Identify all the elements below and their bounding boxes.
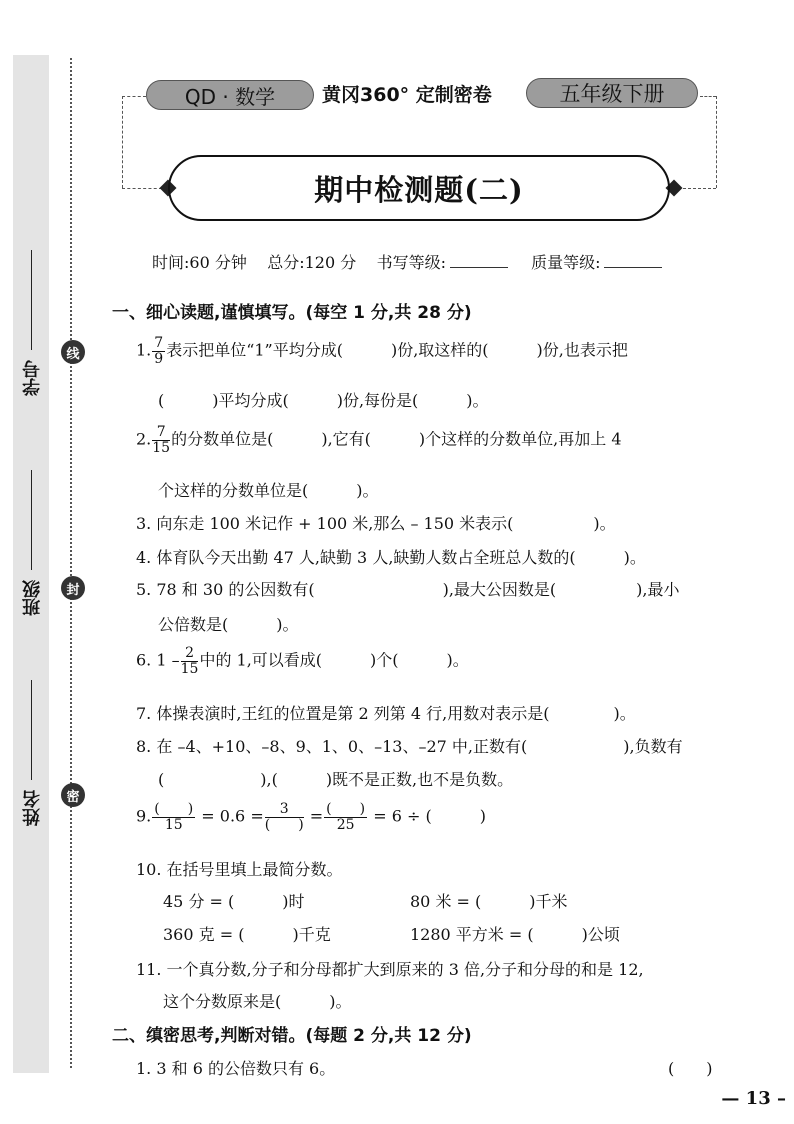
exam-info <box>152 250 680 273</box>
class-blank[interactable] <box>31 470 32 570</box>
brand-text: 黄冈360° 定制密卷 <box>322 84 492 106</box>
quality-grade-label: 质量等级: <box>531 253 601 272</box>
header-dash-right-b <box>678 188 716 189</box>
name-blank[interactable] <box>31 680 32 780</box>
seal-line: 线 <box>61 340 85 364</box>
equation-text: = <box>309 806 324 826</box>
question-2 <box>136 425 622 455</box>
fraction: $\frac{2}{15}$ <box>180 645 199 677</box>
question-3: 3. 向东走 100 米记作 + 100 米,那么 – 150 米表示( )。 <box>136 514 616 533</box>
judge-question-1: 1. 3 和 6 的公倍数只有 6。 <box>136 1059 336 1078</box>
writing-grade-blank[interactable] <box>450 267 508 268</box>
student-id-label: 学号 <box>22 360 43 396</box>
question-4: 4. 体育队今天出勤 47 人,缺勤 3 人,缺勤人数占全班总人数的( )。 <box>136 548 646 567</box>
total-score: 总分:120 分 <box>267 253 357 272</box>
conversion-item: 360 克 = ( )千克 <box>163 925 331 944</box>
question-text: 6. 1 – <box>136 650 180 670</box>
question-11-cont: 这个分数原来是( )。 <box>163 992 352 1011</box>
page-number: — 13 – <box>721 1088 786 1109</box>
seal-seal: 封 <box>61 576 85 600</box>
header-dash-right <box>700 96 716 97</box>
name-label: 姓名 <box>22 790 43 826</box>
time-limit: 时间:60 分钟 <box>152 253 247 272</box>
writing-grade-label: 书写等级: <box>376 253 446 272</box>
question-7: 7. 体操表演时,王红的位置是第 2 列第 4 行,用数对表示是( )。 <box>136 704 636 723</box>
seal-secret: 密 <box>61 783 85 807</box>
conversion-item: 80 米 = ( )千米 <box>410 892 568 911</box>
question-11: 11. 一个真分数,分子和分母都扩大到原来的 3 倍,分子和分母的和是 12, <box>136 960 644 979</box>
question-number: 2. <box>136 429 152 449</box>
conversion-item: 45 分 = ( )时 <box>163 892 305 911</box>
header-dash-left-v <box>122 96 123 188</box>
question-5: 5. 78 和 30 的公因数有( ),最大公因数是( ),最小 <box>136 580 680 599</box>
section-heading: 一、细心读题,谨慎填写。(每空 1 分,共 28 分) <box>112 303 472 323</box>
question-text: 中的 1,可以看成( )个( )。 <box>199 650 469 670</box>
question-9 <box>136 802 486 832</box>
fraction: $\frac{( )}{25}$ <box>326 801 366 833</box>
question-text: 的分数单位是( ),它有( )个这样的分数单位,再加上 4 <box>171 429 622 449</box>
question-number: 1. <box>136 340 152 360</box>
header-dash-left <box>122 96 146 97</box>
cut-line <box>70 58 72 1068</box>
fraction: $\frac{( )}{15}$ <box>154 801 194 833</box>
header-dash-right-v <box>716 96 717 188</box>
quality-grade-blank[interactable] <box>604 267 662 268</box>
judge-answer-blank[interactable]: ( ) <box>668 1059 713 1078</box>
student-id-blank[interactable] <box>31 250 32 350</box>
question-6 <box>136 646 469 676</box>
fraction: $\frac{3}{( )}$ <box>264 801 304 833</box>
header-dash-left-b <box>122 188 162 189</box>
question-text: 表示把单位“1”平均分成( )份,取这样的( )份,也表示把 <box>166 340 628 360</box>
question-2-cont: 个这样的分数单位是( )。 <box>158 481 379 500</box>
equation-text: = 0.6 = <box>201 806 264 826</box>
section-heading: 二、缜密思考,判断对错。(每题 2 分,共 12 分) <box>112 1026 472 1046</box>
subject-badge: QD · 数学 <box>146 80 314 110</box>
question-5-cont: 公倍数是( )。 <box>158 615 299 634</box>
question-number: 9. <box>136 806 152 826</box>
fraction: $\frac{7}{15}$ <box>152 424 171 456</box>
grade-badge: 五年级下册 <box>526 78 698 108</box>
page-title: 期中检测题(二) <box>314 172 524 207</box>
question-1 <box>136 336 628 366</box>
question-10: 10. 在括号里填上最简分数。 <box>136 860 343 879</box>
equation-text: = 6 ÷ ( ) <box>373 806 486 826</box>
fraction: $\frac{7}{9}$ <box>154 335 164 367</box>
question-8: 8. 在 –4、+10、–8、9、1、0、–13、–27 中,正数有( ),负数有 <box>136 737 683 756</box>
conversion-item: 1280 平方米 = ( )公顷 <box>410 925 620 944</box>
question-8-cont: ( ),( )既不是正数,也不是负数。 <box>158 770 514 789</box>
title-frame <box>168 155 670 221</box>
question-1-cont: ( )平均分成( )份,每份是( )。 <box>158 391 489 410</box>
class-label: 班级 <box>22 580 43 616</box>
